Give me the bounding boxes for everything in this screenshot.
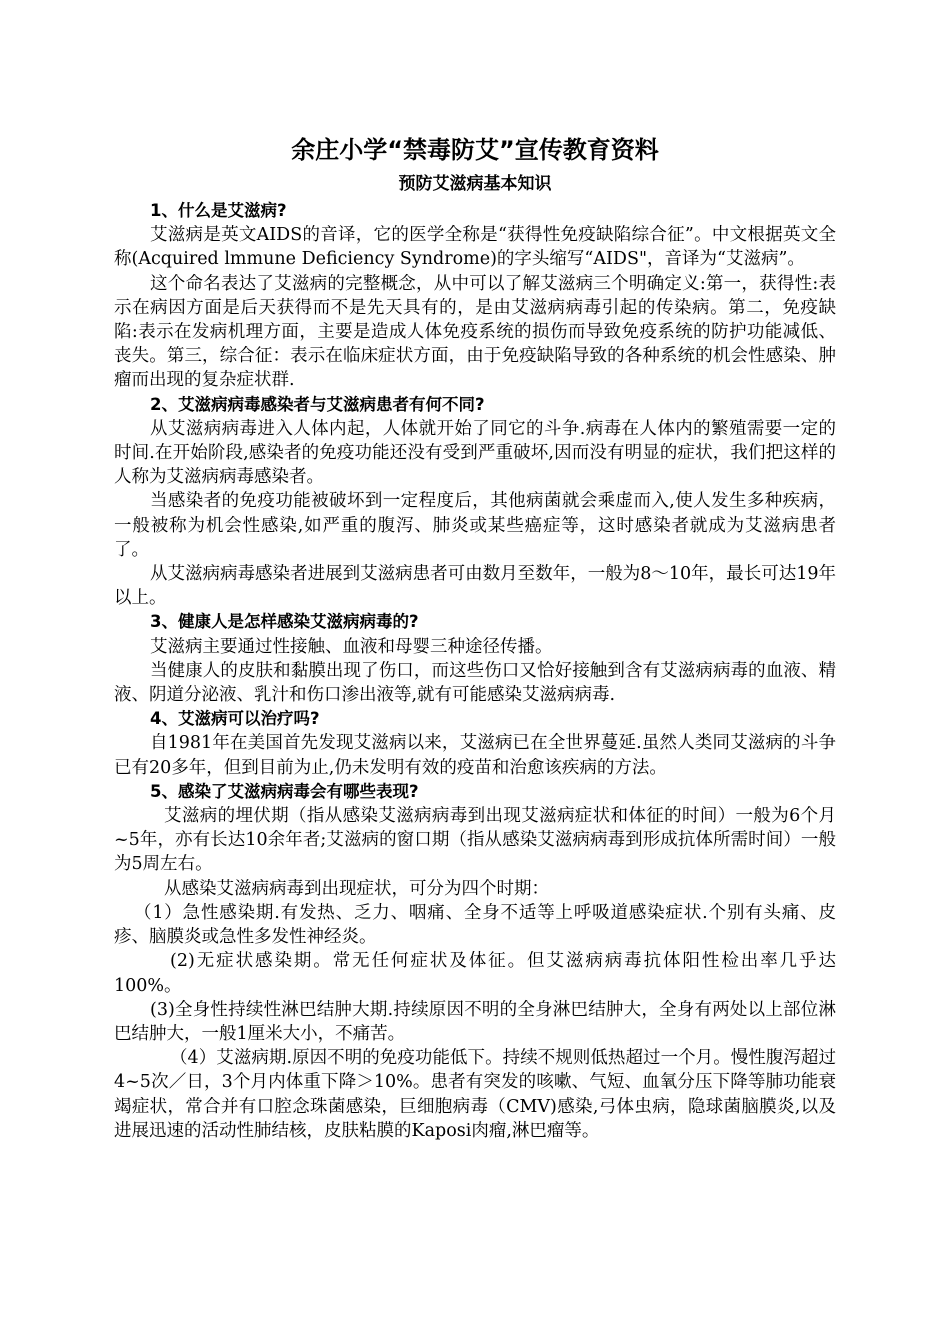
section-heading: 2、艾滋病病毒感染者与艾滋病患者有何不同? (150, 394, 485, 414)
paragraph: (2)无症状感染期。常无任何症状及体征。但艾滋病病毒抗体阳性检出率几乎达100%。 (114, 951, 836, 996)
paragraph: 艾滋病主要通过性接触、血液和母婴三种途径传播。 (150, 636, 553, 657)
section-2 (114, 393, 836, 611)
paragraph: 艾滋病是英文AIDS的音译，它的医学全称是“获得性免疫缺陷综合征”。中文根据英文全称(Acquired lmmune Deficiency Syndrome)的字头缩写“AIDS"，音译为“艾滋病”。 (114, 225, 836, 270)
paragraph: 艾滋病的埋伏期（指从感染艾滋病病毒到出现艾滋病症状和体征的时间）一般为6个月~5年，亦有长达10余年者;艾滋病的窗口期（指从感染艾滋病病毒到形成抗体所需时间）一般为5周左右。 (114, 806, 836, 875)
paragraph: (3)全身性持续性淋巴结肿大期.持续原因不明的全身淋巴结肿大，全身有两处以上部位淋巴结肿大，一般1厘米大小，不痛苦。 (114, 999, 836, 1044)
section-heading: 5、感染了艾滋病病毒会有哪些表现? (150, 781, 419, 801)
section-heading: 1、什么是艾滋病? (150, 201, 287, 220)
section-3 (114, 610, 836, 707)
paragraph: 从艾滋病病毒感染者进展到艾滋病患者可由数月至数年，一般为8～10年，最长可达19年以上。 (114, 564, 836, 609)
document-page (114, 130, 836, 1143)
paragraph: 自1981年在美国首先发现艾滋病以来，艾滋病已在全世界蔓延.虽然人类同艾滋病的斗争已有20多年，但到目前为止,仍未发明有效的疫苗和治愈该疾病的方法。 (114, 733, 836, 778)
section-1 (114, 199, 836, 393)
section-heading: 4、艾滋病可以治疗吗? (150, 709, 320, 729)
document-title: 余庄小学“禁毒防艾”宣传教育资料 (291, 136, 659, 164)
paragraph: （4）艾滋病期.原因不明的免疫功能低下。持续不规则低热超过一个月。慢性腹泻超过 4~5次／日，3个月内体重下降＞10%。患者有突发的咳嗽、气短、血氧分压下降等肺功能衰竭症状，常合并有口腔念珠菌感染，巨细胞病毒（CMV)感染,弓体虫病，隐球菌脑膜炎,以及进展迅速的活动性肺结核，皮肤粘膜的Kaposi肉瘤,淋巴瘤等。 (114, 1048, 836, 1141)
paragraph: （1）急性感染期.有发热、乏力、咽痛、全身不适等上呼吸道感染症状.个别有头痛、皮疹、脑膜炎或急性多发性神经炎。 (114, 902, 836, 948)
paragraph: 从感染艾滋病病毒到出现症状，可分为四个时期： (164, 878, 549, 899)
section-4 (114, 707, 836, 780)
paragraph: 当感染者的免疫功能被破坏到一定程度后，其他病菌就会乘虚而入,使人发生多种疾病，一般被称为机会性感染,如严重的腹泻、肺炎或某些癌症等，这时感染者就成为艾滋病患者了。 (114, 491, 836, 560)
paragraph: 从艾滋病病毒进入人体内起，人体就开始了同它的斗争.病毒在人体内的繁殖需要一定的时间.在开始阶段,感染者的免疫功能还没有受到严重破坏,因而没有明显的症状，我们把这样的人称为艾滋病病毒感染者。 (114, 418, 836, 488)
section-heading: 3、健康人是怎样感染艾滋病病毒的? (150, 612, 419, 632)
paragraph: 当健康人的皮肤和黏膜出现了伤口，而这些伤口又恰好接触到含有艾滋病病毒的血液、精液、阴道分泌液、乳汁和伤口渗出液等,就有可能感染艾滋病病毒. (114, 660, 836, 706)
document-subtitle: 预防艾滋病基本知识 (398, 174, 552, 194)
paragraph: 这个命名表达了艾滋病的完整概念，从中可以了解艾滋病三个明确定义:第一，获得性:表示在病因方面是后天获得而不是先天具有的，是由艾滋病病毒引起的传染病。第二，免疫缺陷:表示在发病机理方面，主要是造成人体免疫系统的损伤而导致免疫系统的防护功能减低、丧失。第三，综合征：表示在临床症状方面，由于免疫缺陷导致的各种系统的机会性感染、肿瘤而出现的复杂症状群. (114, 273, 836, 391)
section-5 (114, 780, 836, 1143)
